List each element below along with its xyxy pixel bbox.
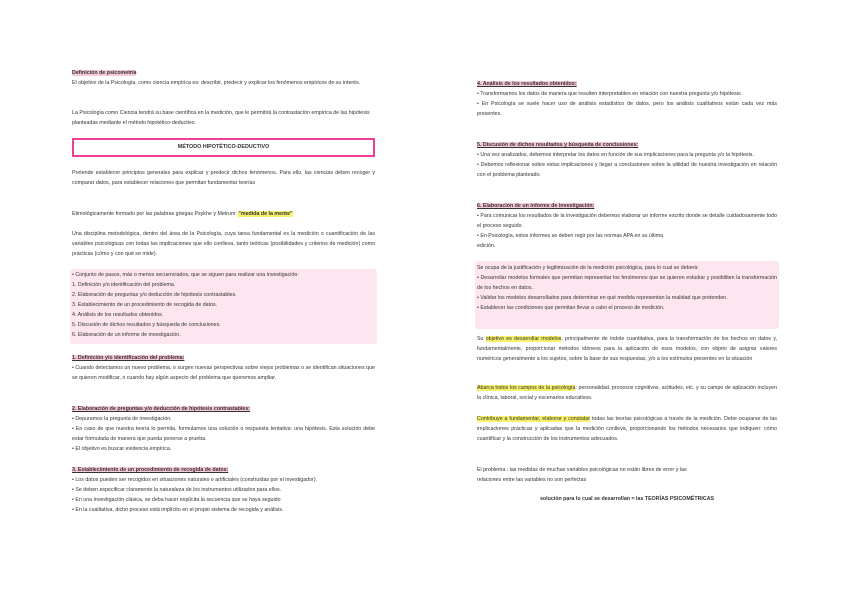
justification-line: • Validar los modelos desarrollados para determinar en qué medida representan la realidad que pretenden. <box>477 294 728 301</box>
etymology-highlight: "medida de la mente" <box>238 211 293 217</box>
scope-highlight: Abarca todos los campos de la psicología <box>477 385 576 391</box>
section6-heading <box>477 202 777 212</box>
section4-line: • Transformamos los datos de manera que resulten interpretables en relación con nuestra pregunta y/o hipótesis. <box>477 91 743 97</box>
problem-line: El problema : las medidas de muchas variables psicológicas no están libres de error y las <box>477 467 687 473</box>
section5-heading-text: 5. Discusión de dichos resultados y búsqueda de conclusiones: <box>477 142 639 148</box>
section2-line: • Depuramos la pregunta de investigación. <box>72 416 172 422</box>
solution-text: solución para lo cual se desarrollan = las TEORÍAS PSICOMÉTRICAS <box>539 496 715 502</box>
section6-line: • Para comunicar los resultados de la investigación debemos elaborar un informe escrito donde se detalle cuidadosamente todo el proceso seguido. <box>477 213 777 229</box>
section4-line: • En Psicología se suele hacer uso de análisis estadístico de datos, pero los análisis cualitativos están cada vez más presentes. <box>477 100 777 117</box>
section2-line: • En caso de que nuestra teoría lo permita, formulamos una solución o respuesta tentativa: una hipótesis. Esta solución debe estar formulada de manera que pueda ponerse a prueba. <box>72 425 375 442</box>
definition-heading <box>72 69 375 79</box>
objective-rest: , principalmente de índole cuantitativa, para la transformación de los hechos en datos y, fundamentalmente, proporcionar métodos idóneos para la aplicación de esos modelos, con objeto de asignar valores numéricos generalmente a los sujetos, sobre la base de sus respuestas, y/o a los estímulos presentes en la situación <box>477 336 777 362</box>
discipline-text: Una disciplina metodológica, dentro del área de la Psicología, cuya tarea fundamental es la medición o cuantificación de las variables psicológicas con todas las implicaciones que ello conlleva, tanto teóricas (posibilidades y criterios de medición) como prácticas (cómo y con qué se mide). <box>72 231 375 257</box>
section5-heading <box>477 141 777 151</box>
section3-line: • Los datos pueden ser recogidos en situaciones naturales o artificiales (construidas por el investigador). <box>72 477 318 483</box>
problem-line: relaciones entre las variables no son perfectas <box>477 476 587 483</box>
step-item: 1. Definición y/o identificación del problema. <box>72 282 176 288</box>
etymology-prefix: Etimológicamente formado por las palabras griegas Psykhe y Metrum: <box>72 211 239 217</box>
step-item: 3. Establecimiento de un procedimiento de recogida de datos. <box>72 301 218 308</box>
section2-heading-text: 2. Elaboración de preguntas y/o deducción de hipótesis contrastables: <box>72 406 251 412</box>
section3-line: • Se deben especificar claramente la naturaleza de los instrumentos utilizados para ellos. <box>72 486 282 493</box>
principles-text: Pretende establecer principios generales para explicar y predecir dichos fenómenos. Para ello, las ciencias deben recoger y comparar datos, para establecer relaciones que permitan fundamentar teorías <box>72 170 375 186</box>
contribution-rest: todas las teorías psicológicas a través de la medición. Debe ocuparse de las implicaciones prácticas y aplicadas que la medición conlleva, proporcionando los métodos necesarios que indiquen: cómo cuantificar y la construcción de los instrumentos adecuados. <box>477 416 778 442</box>
step-item: 4. Análisis de los resultados obtenidos. <box>72 311 164 318</box>
step-item: 6. Elaboración de un informe de investigación. <box>72 331 181 338</box>
justification-line: • Establecer las condiciones que permitan llevar a cabo el proceso de medición. <box>477 304 665 311</box>
section4-heading-text: 4. Análisis de los resultados obtenidos: <box>477 81 577 87</box>
section1-body <box>72 364 375 384</box>
step-item: 5. Discusión de dichos resultados y búsqueda de conclusiones. <box>72 321 221 328</box>
contribution-highlight: Contribuye a fundamentar, elaborar y constatar <box>477 416 590 422</box>
section6-line: • En Psicología, estos informes se deben regir por las normas APA en su última <box>477 232 664 239</box>
justification-line: • Desarrollar modelos formales que permitan representar los fenómenos que se quieren estudiar y posibiliten la transformación de los hechos en datos. <box>477 275 777 291</box>
section2-body <box>72 415 375 455</box>
definition-title: Definición de psicometría <box>72 70 137 76</box>
section2-line: • El objetivo es buscar evidencia empírica. <box>72 445 172 452</box>
contribution-text <box>477 415 777 445</box>
method-box: MÉTODO HIPOTÉTICO-DEDUCTIVO <box>72 138 375 157</box>
scope-rest: : personalidad, procesos cognitivos, actitudes, etc. y su campo de aplicación incluyen la clínica, laboral, social y escenarios educativos. <box>477 385 777 401</box>
objective-highlight: objetivo es desarrollar modelos <box>485 336 562 342</box>
etymology-text <box>72 210 375 220</box>
section2-heading <box>72 405 375 415</box>
steps-list <box>72 281 375 340</box>
section5-body <box>477 151 777 181</box>
psychology-objective-text: El objetivo de la Psicología, como ciencia empírica es: describir, predecir y explicar los fenómenos empíricos de su interés. <box>72 80 361 86</box>
section3-line: • En la cualitativa, dicho proceso está implícito en el propio sistema de recogida y análisis. <box>72 506 284 513</box>
steps-intro: • Conjunto de pasos, más o menos secuenciados, que se siguen para realizar una investigación: <box>72 272 299 278</box>
section3-heading <box>72 466 375 476</box>
section5-line: • Una vez analizados, debemos interpretar los datos en función de sus implicaciones para la pregunta y/o la hipótesis. <box>477 152 754 158</box>
scope-text <box>477 384 777 404</box>
section6-line: edición. <box>477 242 496 249</box>
section1-heading <box>72 354 375 364</box>
problem-text <box>477 466 777 486</box>
justification-intro: Se ocupa de la justificación y legitimización de la medición psicológica, para lo cual se deberá: <box>477 265 699 271</box>
section3-body <box>72 476 375 516</box>
section6-body <box>477 212 777 252</box>
science-basis-text: La Psicología como Ciencia tendrá su base científica en la medición, que le permitirá la contrastación empírica de las hipótesis planteadas mediante el método hipotético-deductivo. <box>72 110 370 126</box>
objective-prefix: Su <box>477 336 486 342</box>
section5-line: • Debemos reflexionar sobre estas implicaciones y llegar a conclusiones sobre la utilidad de nuestra investigación en relación con el problema planteado. <box>477 161 777 178</box>
section6-heading-text: 6. Elaboración de un informe de investigación: <box>477 203 595 209</box>
justification-body <box>477 274 777 314</box>
section3-heading-text: 3. Establecimiento de un procedimiento de recogida de datos: <box>72 467 229 473</box>
section4-heading <box>477 80 777 90</box>
section4-body <box>477 90 777 120</box>
section1-heading-text: 1. Definición y/o identificación del problema: <box>72 355 185 361</box>
section3-line: • En una investigación clásica, se deba hacer explícita la secuencia que se haya seguido <box>72 496 281 503</box>
step-item: 2. Elaboración de preguntas y/o deducción de hipótesis contrastables. <box>72 291 237 298</box>
objective-text <box>477 335 777 365</box>
section1-line: • Cuando detectamos un nuevo problema, o surgen nuevas perspectivas sobre viejos problemas o se identifican situaciones que se quieren modificar, o cuando hay algún aspecto del problema que queremos ampliar. <box>72 365 375 381</box>
